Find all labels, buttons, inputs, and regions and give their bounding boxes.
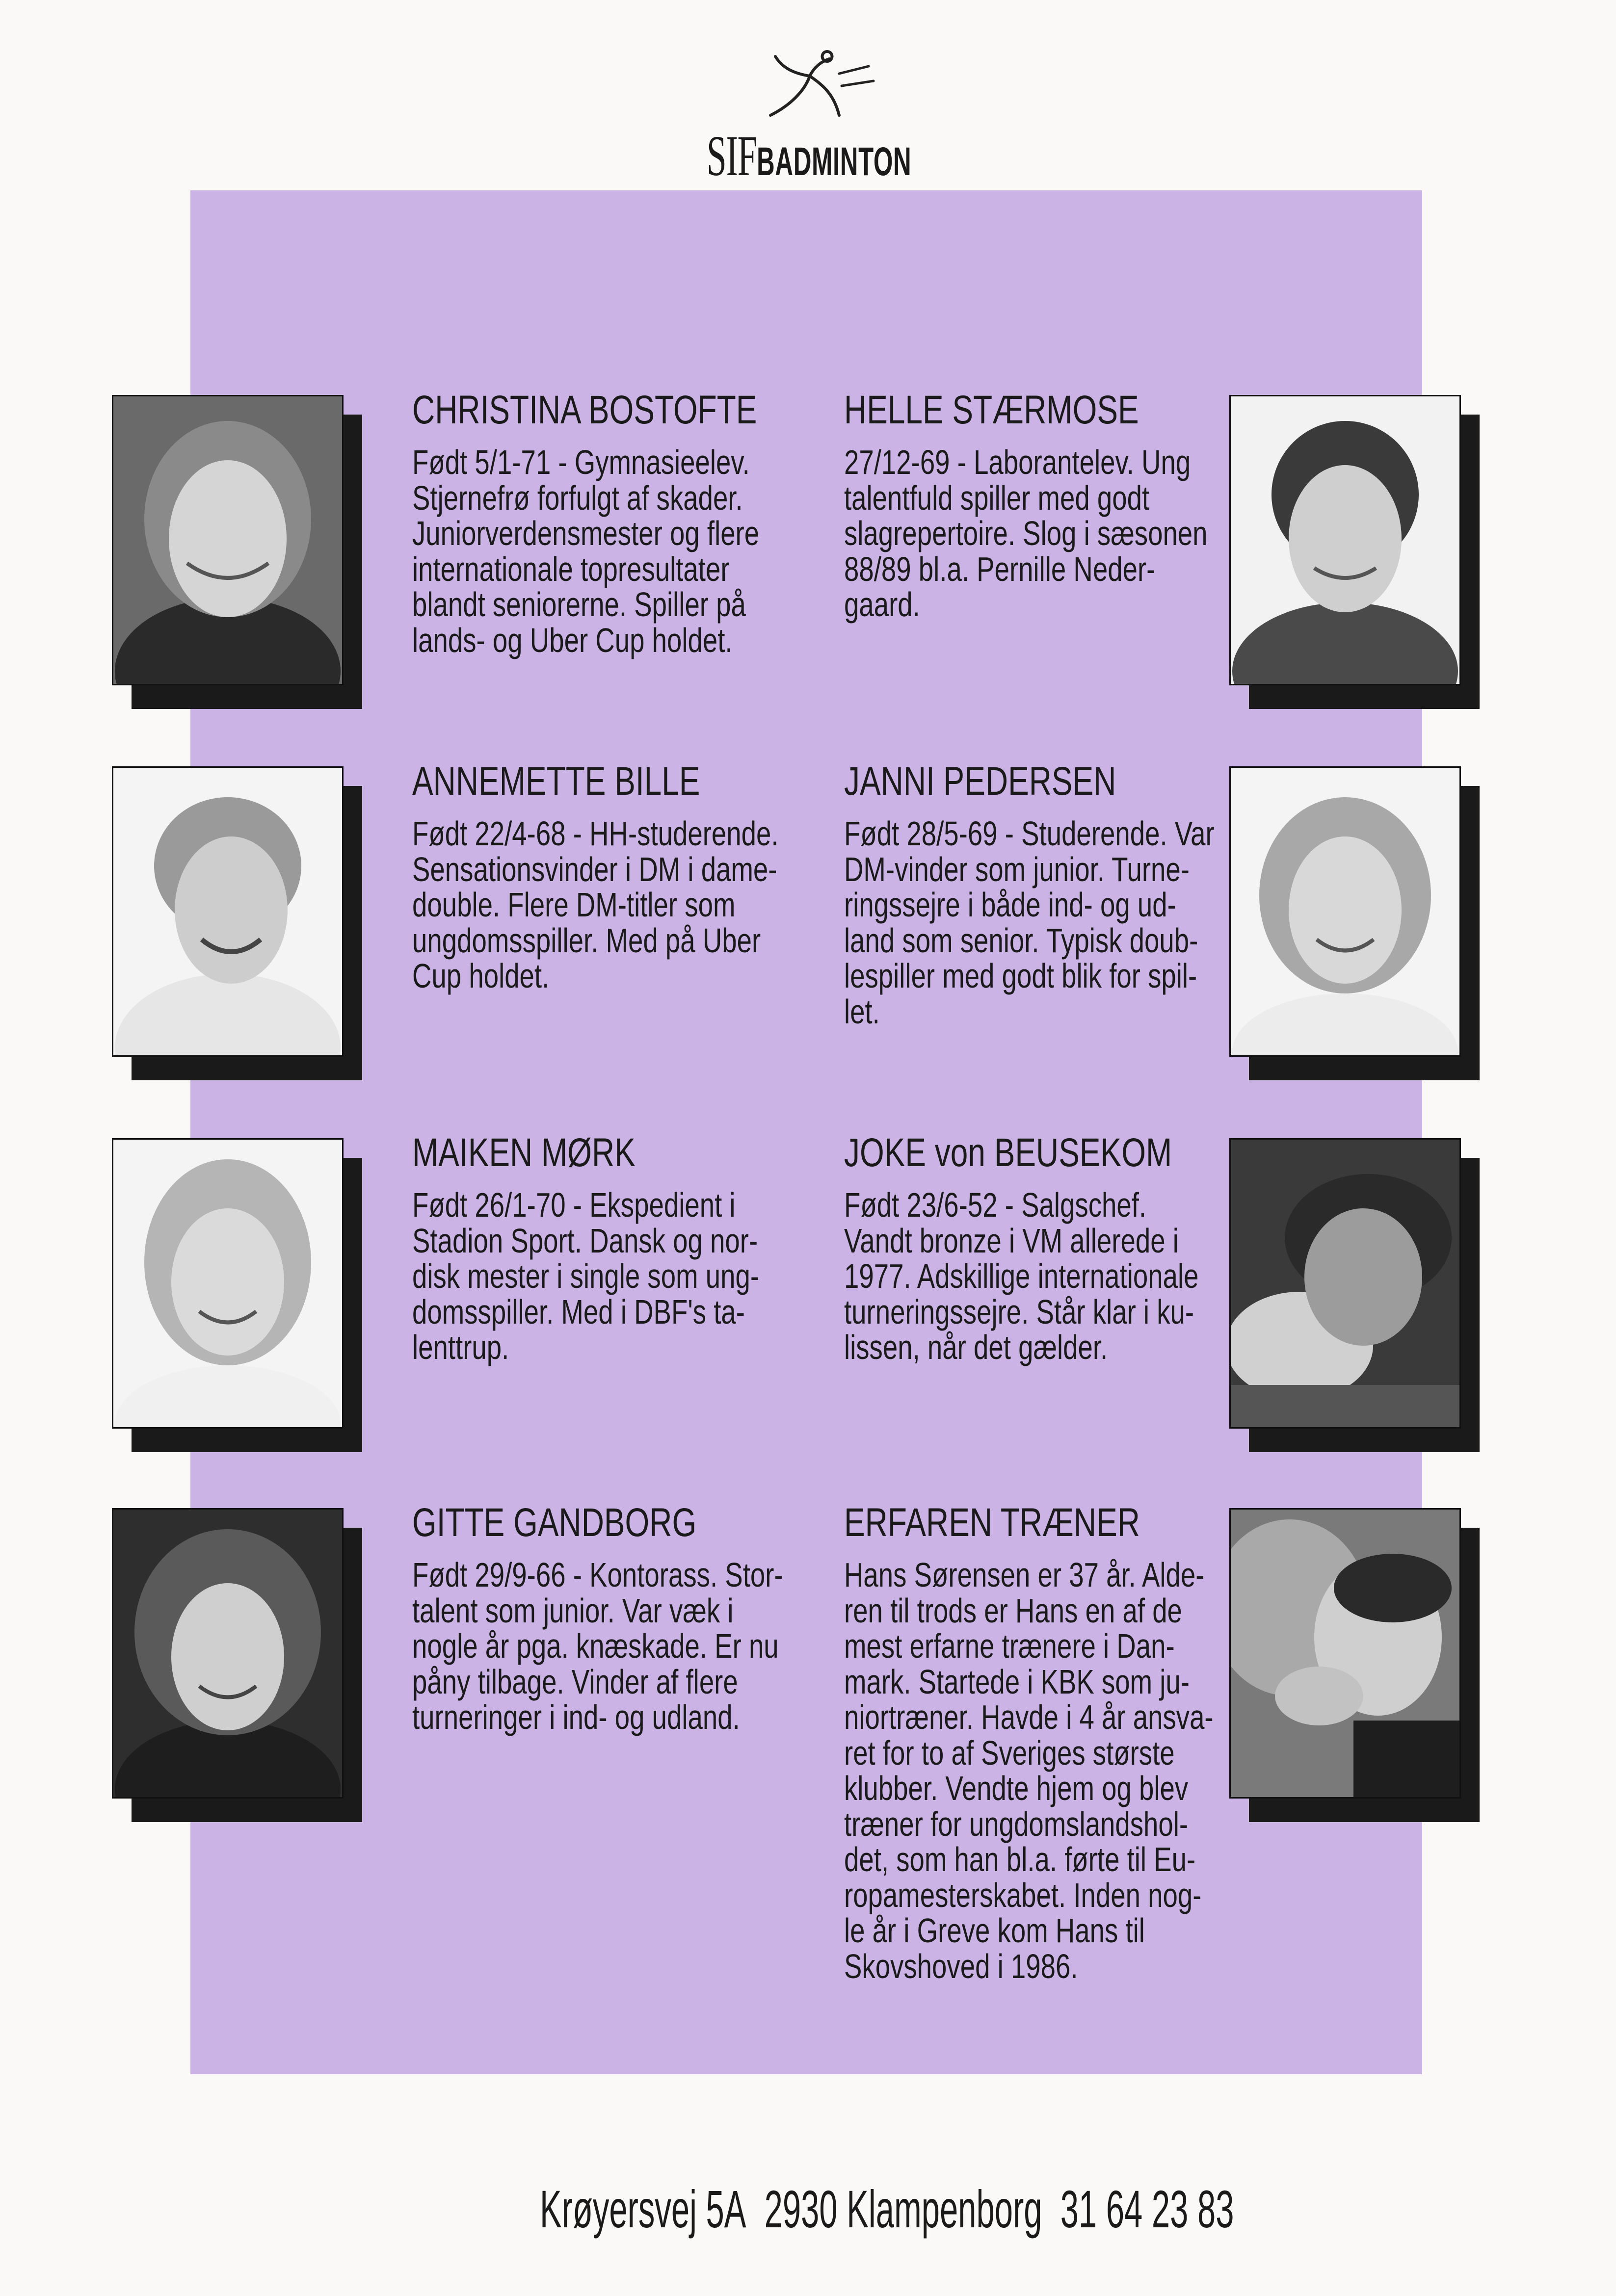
coach-photo-frame: [1229, 1508, 1465, 1802]
player-photo: [112, 1508, 344, 1799]
player-photo-frame: [1229, 395, 1465, 689]
player-description: Født 26/1-70 - Ekspedient i Stadion Sport. Dansk og nor- disk mester i single som ung- domsspiller. Med i DBF's ta- lenttrup.: [412, 1186, 760, 1366]
player-photo-frame: [1229, 766, 1465, 1061]
player-name: CHRISTINA BOSTOFTE: [412, 388, 757, 432]
player-photo: [112, 1138, 344, 1429]
player-description: Født 29/9-66 - Kontorass. Stor- talent som junior. Var væk i nogle år pga. knæskade. Er nu påny tilbage. Vinder af flere turneringer i ind- og udland.: [412, 1556, 783, 1736]
player-description: 27/12-69 - Laborantelev. Ung talentfuld spiller med godt slagrepertoire. Slog i sæsonen 88/89 bl.a. Pernille Neder- gaard.: [844, 443, 1208, 624]
player-entry: [844, 758, 1227, 1029]
player-entry: [844, 1499, 1227, 1984]
player-description: Født 5/1-71 - Gymnasieelev. Stjernefrø forfulgt af skader. Juniorverdensmester og flere internationale topresultater blandt seniorerne. Spiller på lands- og Uber Cup holdet.: [412, 443, 760, 659]
coach-photo: [1229, 1508, 1461, 1799]
player-description: Hans Sørensen er 37 år. Alde- ren til trods er Hans en af de mest erfarne trænere i Dan- mark. Startede i KBK som ju- niortræner. Havde i 4 år ansva- ret for to af Sveriges største klubber. Vendte hjem og blev træner for ungdomslandshol- det, som han bl.a. førte til Eu- ropamesterskabet. Inden nog- le år i Greve kom Hans til Skovshoved i 1986.: [844, 1556, 1214, 1985]
player-photo: [112, 766, 344, 1057]
player-description: Født 23/6-52 - Salgschef. Vandt bronze i VM allerede i 1977. Adskillige internationale turneringssejre. Står klar i ku- lissen, når det gælder.: [844, 1186, 1199, 1366]
logo-primary: SIF: [707, 124, 757, 188]
player-photo-frame: [112, 1508, 347, 1802]
player-description: Født 22/4-68 - HH-studerende. Sensationsvinder i DM i dame- double. Flere DM-titler som ungdomsspiller. Med på Uber Cup holdet.: [412, 814, 779, 995]
player-photo: [1229, 1138, 1461, 1429]
player-entry: [412, 387, 795, 658]
player-description: Født 28/5-69 - Studerende. Var DM-vinder som junior. Turne- ringssejre i både ind- og ud- land som senior. Typisk doub- lespiller med godt blik for spil- let.: [844, 814, 1215, 1031]
player-photo: [1229, 766, 1461, 1057]
player-name: MAIKEN MØRK: [412, 1130, 636, 1175]
logo-secondary: BADMINTON: [757, 139, 912, 184]
logo-wordmark: [707, 123, 911, 189]
player-name: JANNI PEDERSEN: [844, 759, 1116, 804]
badminton-player-icon: [736, 47, 883, 125]
footer-city: 2930 Klampenborg: [764, 2179, 1042, 2239]
player-photo-frame: [112, 395, 347, 689]
player-photo: [112, 395, 344, 685]
footer-street: Krøyersvej 5A: [540, 2179, 746, 2239]
player-entry: [844, 1129, 1227, 1365]
player-photo: [1229, 395, 1461, 685]
footer-phone: 31 64 23 83: [1060, 2179, 1234, 2239]
player-entry: [412, 1499, 795, 1735]
player-photo-frame: [112, 1138, 347, 1433]
player-name: GITTE GANDBORG: [412, 1500, 697, 1545]
player-entry: [412, 1129, 795, 1365]
player-name: ANNEMETTE BILLE: [412, 759, 700, 804]
player-photo-frame: [112, 766, 347, 1061]
player-entry: [844, 387, 1227, 623]
player-entry: [412, 758, 795, 994]
club-logo: [707, 47, 912, 188]
player-name: JOKE von BEUSEKOM: [844, 1130, 1172, 1175]
player-name: HELLE STÆRMOSE: [844, 388, 1139, 432]
player-name: ERFAREN TRÆNER: [844, 1500, 1140, 1545]
address-footer: [540, 2178, 1252, 2240]
player-photo-frame: [1229, 1138, 1465, 1433]
